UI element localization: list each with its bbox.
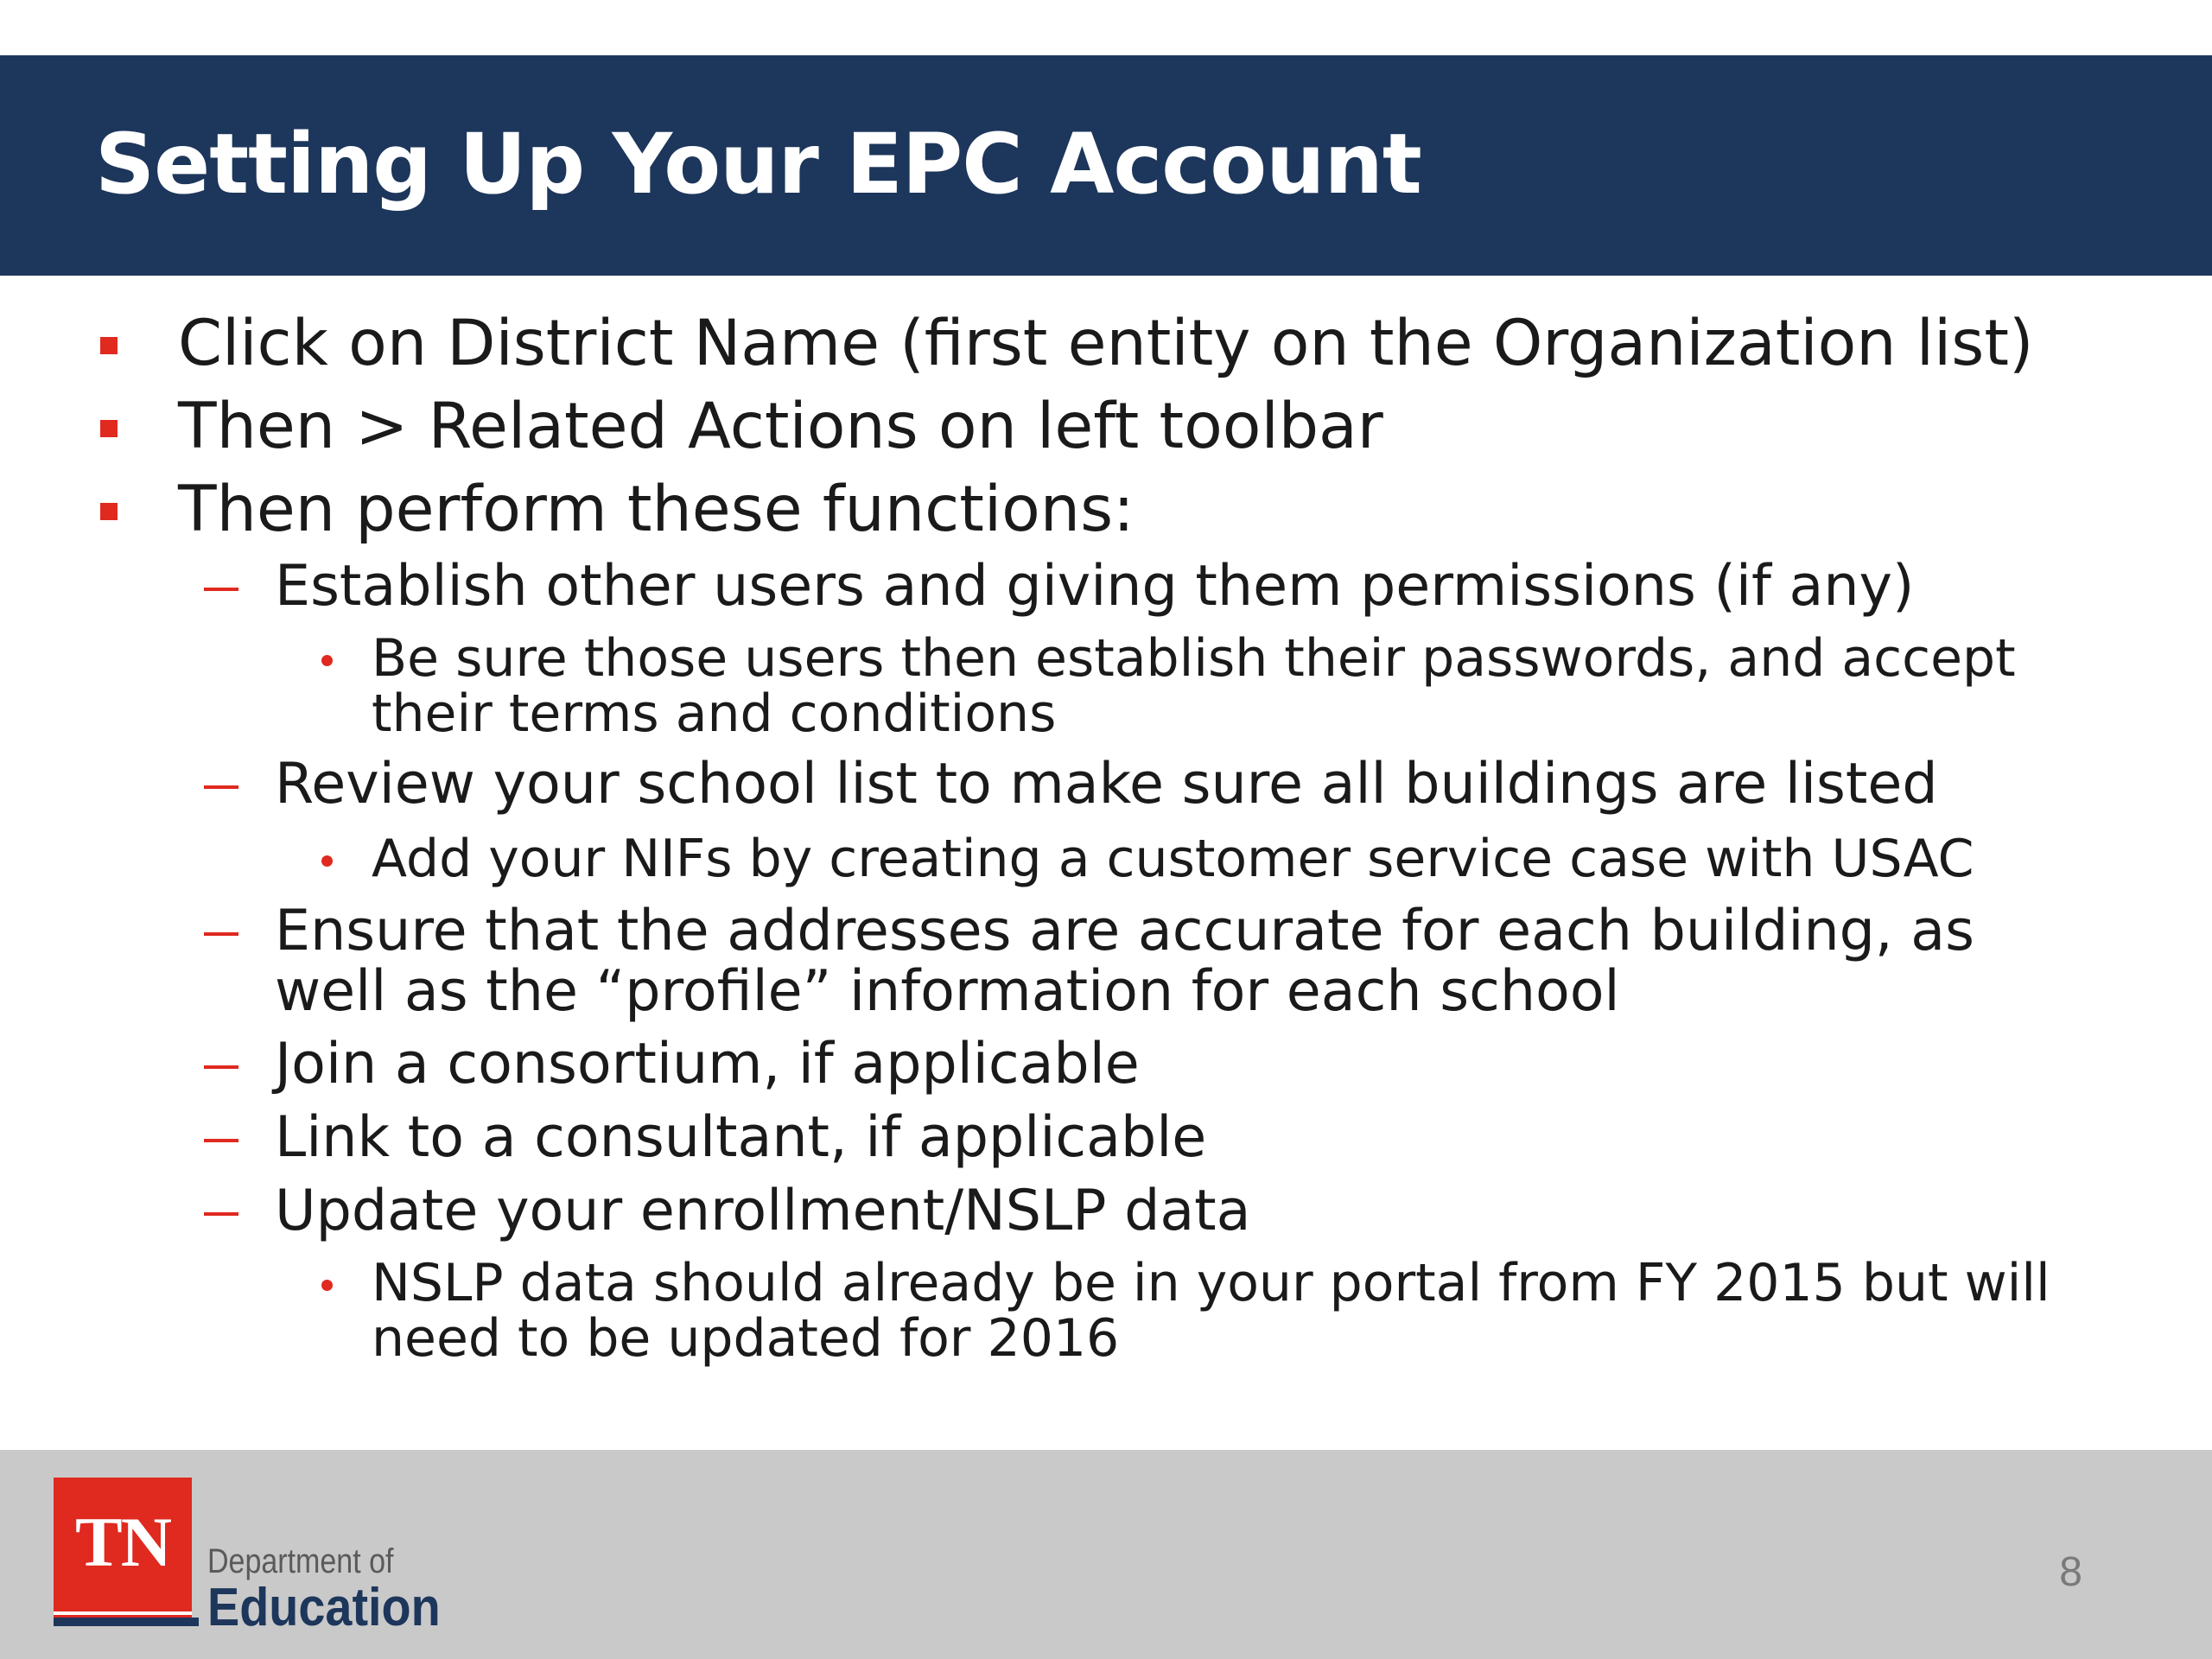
dot-bullet-icon [321, 1280, 333, 1291]
dot-bullet-icon [321, 855, 333, 867]
dash-bullet-icon [204, 1212, 238, 1216]
sub-bullet-item [275, 1034, 2037, 1095]
dash-bullet-icon [204, 588, 238, 591]
bullet-text: Add your NIFs by creating a customer service case with USAC [372, 829, 1974, 889]
bullet-item [178, 470, 1135, 550]
dash-bullet-icon [204, 1065, 238, 1069]
bullet-item [178, 304, 2033, 384]
bullet-text: Then > Related Actions on left toolbar [178, 390, 1383, 463]
bullet-text: Review your school list to make sure all buildings are listed [275, 752, 1938, 817]
sub-bullet-item [275, 901, 2037, 1022]
bullet-text: Link to a consultant, if applicable [275, 1105, 1207, 1170]
sub-sub-bullet-item [372, 831, 2091, 887]
bullet-text: NSLP data should already be in your portal from FY 2015 but will need to be updated for 2016 [372, 1253, 2050, 1369]
sub-bullet-item [275, 754, 2037, 815]
square-bullet-icon [100, 337, 118, 354]
bullet-text: Establish other users and giving them permissions (if any) [275, 554, 1915, 619]
logo-education-text: Education [207, 1578, 441, 1637]
bullet-text: Join a consortium, if applicable [275, 1032, 1140, 1096]
bullet-text: Click on District Name (first entity on the Organization list) [178, 307, 2034, 380]
bullet-text: Then perform these functions: [178, 473, 1135, 546]
sub-sub-bullet-item [372, 1253, 2091, 1369]
logo-stripe [54, 1611, 192, 1615]
bullet-text: Update your enrollment/NSLP data [275, 1179, 1251, 1243]
slide-title: Setting Up Your EPC Account [95, 116, 1421, 213]
logo-underline [54, 1618, 199, 1626]
sub-bullet-item [275, 556, 2037, 617]
sub-bullet-item [275, 1105, 2037, 1170]
square-bullet-icon [100, 503, 118, 520]
page-number: 8 [2059, 1549, 2082, 1595]
sub-sub-bullet-item [372, 628, 2091, 744]
bullet-item [178, 387, 1383, 467]
dash-bullet-icon [204, 932, 238, 936]
dash-bullet-icon [204, 785, 238, 789]
bullet-text: Ensure that the addresses are accurate for each building, as well as the “profile” information for each school [275, 899, 1974, 1024]
square-bullet-icon [100, 420, 118, 437]
logo-mark: TN [75, 1503, 170, 1581]
sub-bullet-item [275, 1181, 2037, 1242]
dash-bullet-icon [204, 1139, 238, 1142]
dot-bullet-icon [321, 655, 333, 666]
logo-department-text: Department of [207, 1542, 394, 1580]
bullet-text: Be sure those users then establish their passwords, and accept their terms and conditions [372, 628, 2016, 744]
